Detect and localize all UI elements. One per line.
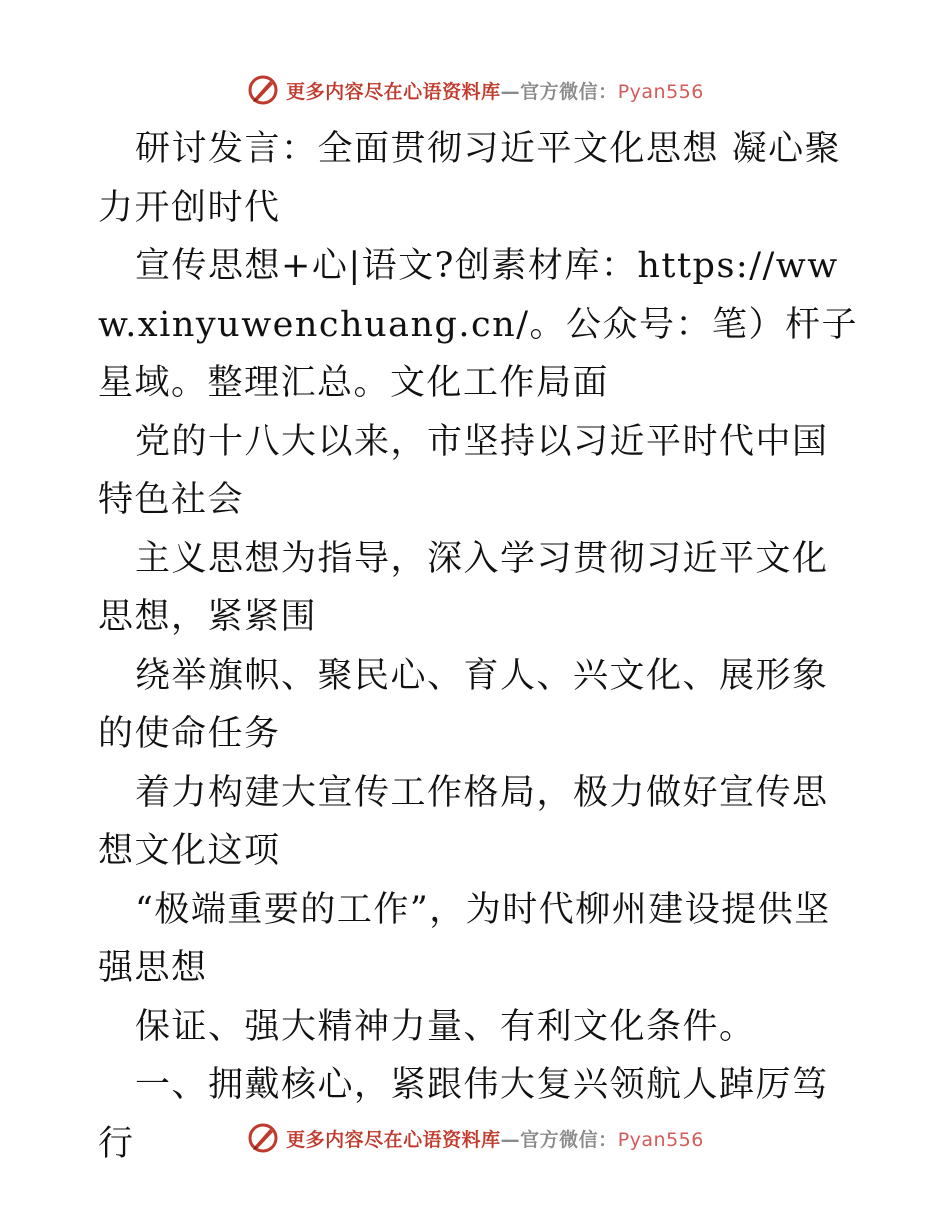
paragraph: 党的十八大以来，市坚持以习近平时代中国特色社会 xyxy=(98,421,829,520)
section-heading: 一、拥戴核心，紧跟伟大复兴领航人踔厉笃行 xyxy=(98,1065,829,1164)
document-body xyxy=(98,120,858,1173)
paragraph-title: 研讨发言：全面贯彻习近平文化思想 凝心聚力开创时代 xyxy=(98,129,842,228)
header-watermark-banner xyxy=(0,70,950,110)
paragraph: “极端重要的工作”，为时代柳州建设提供坚强思想 xyxy=(98,889,831,988)
pen-logo-icon xyxy=(246,73,280,107)
banner-wechat-label: 官方微信： xyxy=(520,1128,618,1151)
pen-logo-icon xyxy=(246,1121,280,1155)
banner-lead: 更多内容尽在心语资料库 xyxy=(286,80,501,103)
paragraph: 着力构建大宣传工作格局，极力做好宣传思想文化这项 xyxy=(98,772,829,871)
banner-wechat-id: Pyan556 xyxy=(617,80,704,103)
banner-dash: — xyxy=(500,1128,521,1151)
footer-watermark-banner xyxy=(0,1118,950,1158)
paragraph: 绕举旗帜、聚民心、育人、兴文化、展形象的使命任务 xyxy=(98,655,829,754)
banner-wechat-id: Pyan556 xyxy=(617,1128,704,1151)
banner-lead: 更多内容尽在心语资料库 xyxy=(286,1128,501,1151)
banner-text xyxy=(286,1125,704,1152)
banner-wechat-label: 官方微信： xyxy=(520,80,618,103)
banner-dash: — xyxy=(500,80,521,103)
paragraph: 主义思想为指导，深入学习贯彻习近平文化思想，紧紧围 xyxy=(98,538,829,637)
paragraph: 宣传思想+心|语文?创素材库：https://www.xinyuwenchuang.cn/。公众号：笔）杆子星域。整理汇总。文化工作局面 xyxy=(98,246,858,403)
banner-text xyxy=(286,77,704,104)
paragraph: 保证、强大精神力量、有利文化条件。 xyxy=(135,1006,756,1047)
